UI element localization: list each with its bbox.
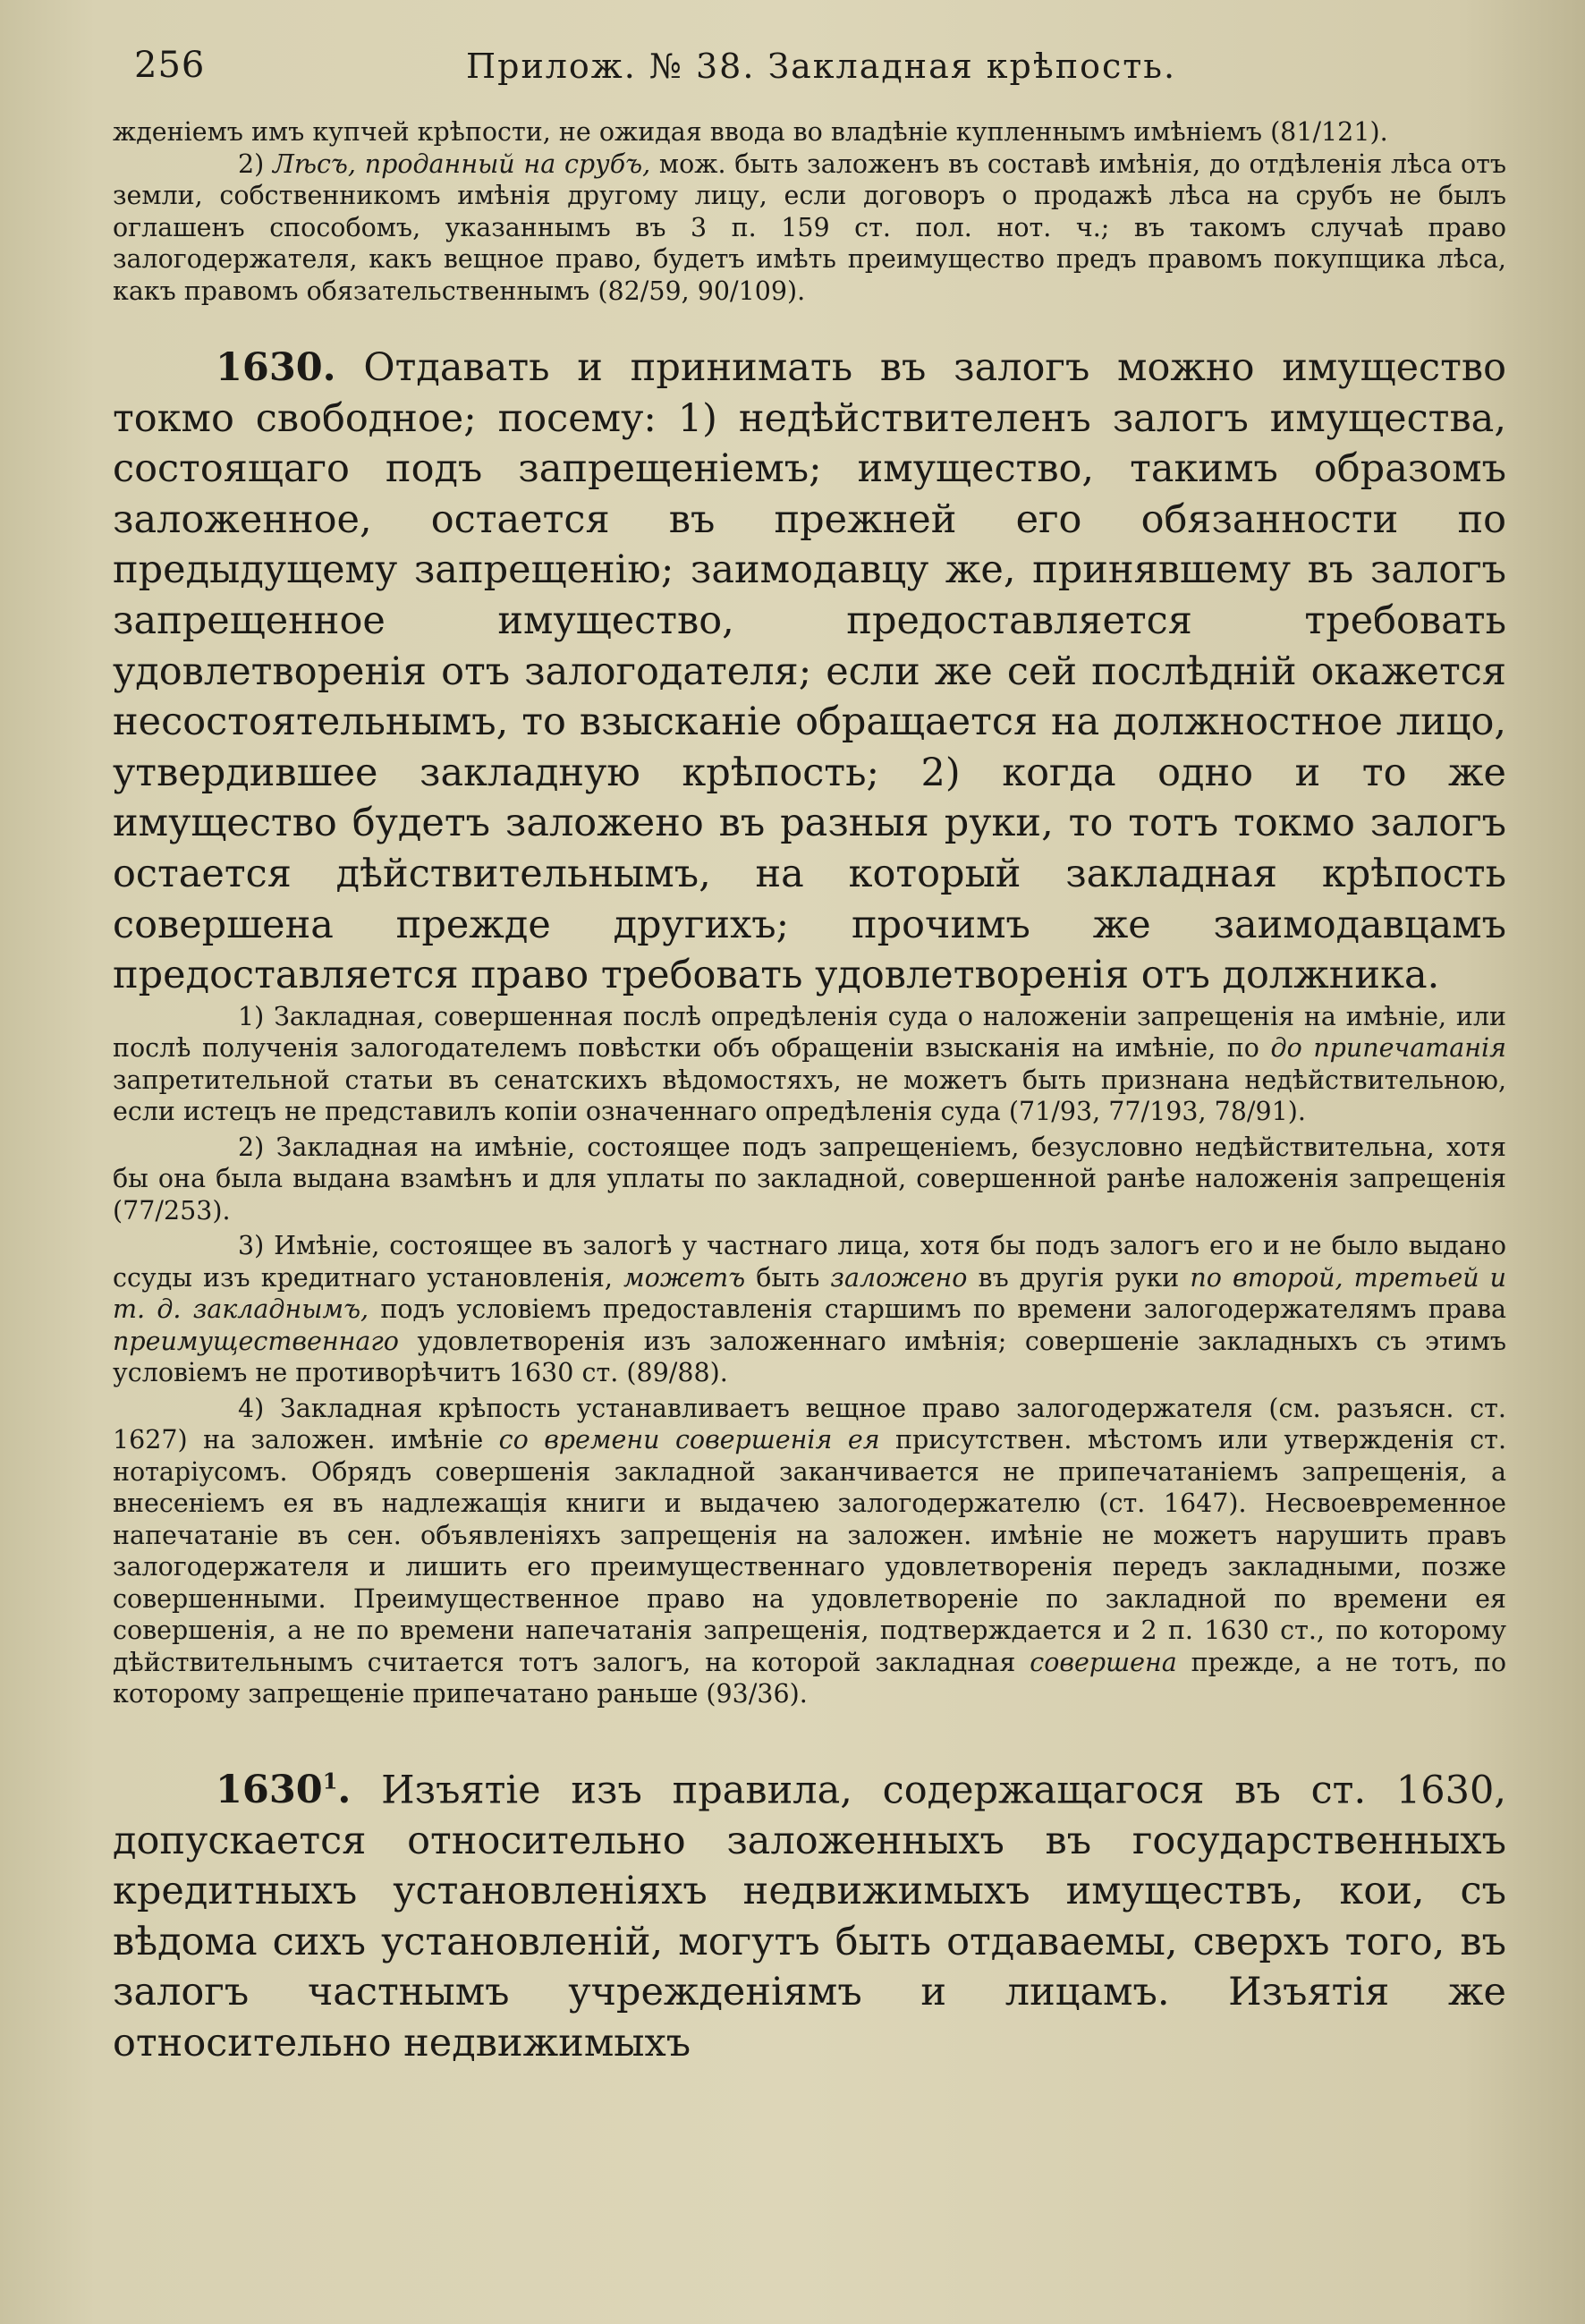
note-italic: можетъ (623, 1262, 746, 1293)
running-title: Прилож. № 38. Закладная крѣпость. (466, 47, 1177, 86)
article-1630-notes (113, 1001, 1506, 1710)
intro-note-2 (113, 148, 1506, 308)
note-text: прежде, а не тотъ, по которому запрещеніе припечатано раньше (93/36). (113, 1647, 1506, 1709)
article-number-dot: . (337, 1768, 352, 1813)
article-1630 (113, 343, 1506, 1001)
note-italic: преимущественнаго (113, 1326, 399, 1356)
intro-notes (113, 116, 1506, 307)
note-italic-term: Лѣсъ, проданный на срубъ, (273, 148, 651, 179)
note-text: присутствен. мѣстомъ или утвержденія ст. нотаріусомъ. Обрядъ совершенія закладной заканчивается не припечатаніемъ запрещенія, а внесеніемъ ея въ надлежащія книги и выдачею залогодержателю (ст. 1647). Несвоевременное напечатаніе въ сен. объявленіяхъ запрещенія на заложен. имѣніе не можетъ нарушить правъ залогодержателя и лишить его преимущественнаго удовлетворенія передъ закладными, позже совершенными. Преимущественное право на удовлетвореніе по закладной по времени ея совершенія, а не по времени напечатанія запрещенія, подтверждается и 2 п. 1630 ст., по которому дѣйствительнымъ считается тотъ залогъ, на которой закладная (113, 1425, 1506, 1677)
note-text: мож. быть заложенъ въ составѣ имѣнія, до отдѣленія лѣса отъ земли, собственникомъ имѣнія другому лицу, если договоръ о продажѣ лѣса на срубъ не былъ оглашенъ способомъ, указаннымъ въ 3 п. 159 ст. пол. нот. ч.; въ такомъ случаѣ право залогодержателя, какъ вещное право, будетъ имѣть преимущество предъ правомъ покупщика лѣса, какъ правомъ обязательственнымъ (82/59, 90/109). (113, 148, 1507, 306)
note-text: удовлетворенія изъ заложеннаго имѣнія; совершеніе закладныхъ съ этимъ условіемъ не противорѣчитъ 1630 ст. (89/88). (113, 1326, 1506, 1388)
note-3 (113, 1230, 1506, 1389)
note-italic: до припечатанія (1270, 1033, 1506, 1064)
note-text: быть (745, 1262, 831, 1293)
note-italic: со времени совершенія ея (498, 1425, 880, 1455)
note-italic: совершена (1030, 1647, 1177, 1677)
intro-paragraph-continuation: жденіемъ имъ купчей крѣпости, не ожидая ввода во владѣніе купленнымъ имѣніемъ (81/121). (113, 117, 1388, 147)
note-text: 1) Закладная, совершенная послѣ опредѣленія суда о наложеніи запрещенія на имѣніе, или послѣ полученія залогодателемъ повѣстки объ обращеніи взысканія на имѣніе, по (113, 1001, 1506, 1064)
note-text: 3) Имѣніе, состоящее въ залогѣ у частнаго лица, хотя бы подъ залогъ его и не было выдано ссуды изъ кредитнаго установленія, (113, 1231, 1506, 1293)
note-number: 2) (238, 148, 274, 179)
article-number (113, 1768, 351, 1812)
page-number: 256 (134, 45, 206, 86)
article-number: 1630. (216, 345, 336, 390)
running-head (113, 36, 1506, 116)
article-text: Изъятіе изъ правила, содержащагося въ ст. 1630, допускается относительно заложенныхъ въ государственныхъ кредитныхъ установленіяхъ недвижимыхъ имуществъ, кои, съ вѣдома сихъ установленій, могутъ быть отдаваемы, сверхъ того, въ залогъ частнымъ учрежденіямъ и лицамъ. Изъятія же относительно недвижимыхъ (113, 1768, 1506, 2066)
note-text: запретительной статьи въ сенатскихъ вѣдомостяхъ, не можетъ быть признана недѣйствительною, если истецъ не представилъ копіи означеннаго опредѣленія суда (71/93, 77/193, 78/91). (113, 1064, 1506, 1127)
article-text: Отдавать и принимать въ залогъ можно имущество токмо свободное; посему: 1) недѣйствителенъ залогъ имущества, состоящаго подъ запрещеніемъ; имущество, такимъ образомъ заложенное, остается въ прежней его обязанности по предыдущему запрещенію; заимодавцу же, принявшему въ залогъ запрещенное имущество, предоставляется требовать удовлетворенія отъ залогодателя; если же сей послѣдній окажется несостоятельнымъ, то взысканіе обращается на должностное лицо, утвердившее закладную крѣпость; 2) когда одно и то же имущество будетъ заложено въ разныя руки, то тотъ токмо залогъ остается дѣйствительнымъ, на который закладная крѣпость совершена прежде другихъ; прочимъ же заимодавцамъ предоставляется право требовать удовлетворенія отъ должника. (113, 345, 1506, 998)
note-1 (113, 1001, 1506, 1128)
note-4 (113, 1393, 1506, 1710)
note-2: 2) Закладная на имѣніе, состоящее подъ запрещеніемъ, безусловно недѣйствительна, хотя бы она была выдана взамѣнъ и для уплаты по закладной, совершенной ранѣе наложенія запрещенія (77/253). (113, 1132, 1506, 1226)
article-number-superscript: 1 (322, 1768, 338, 1794)
note-italic: по второй, третьей и т. д. закладнымъ, (113, 1262, 1506, 1325)
article-number-main: 1630 (216, 1768, 323, 1813)
note-text: 4) Закладная крѣпость устанавливаетъ вещное право залогодержателя (см. разъясн. ст. 1627) на заложен. имѣніе (113, 1393, 1506, 1455)
note-text: подъ условіемъ предоставленія старшимъ по времени залогодержателямъ права (369, 1294, 1507, 1325)
note-text: въ другія руки (967, 1262, 1191, 1293)
note-italic: заложено (830, 1262, 968, 1293)
article-1630-1 (113, 1757, 1506, 2069)
